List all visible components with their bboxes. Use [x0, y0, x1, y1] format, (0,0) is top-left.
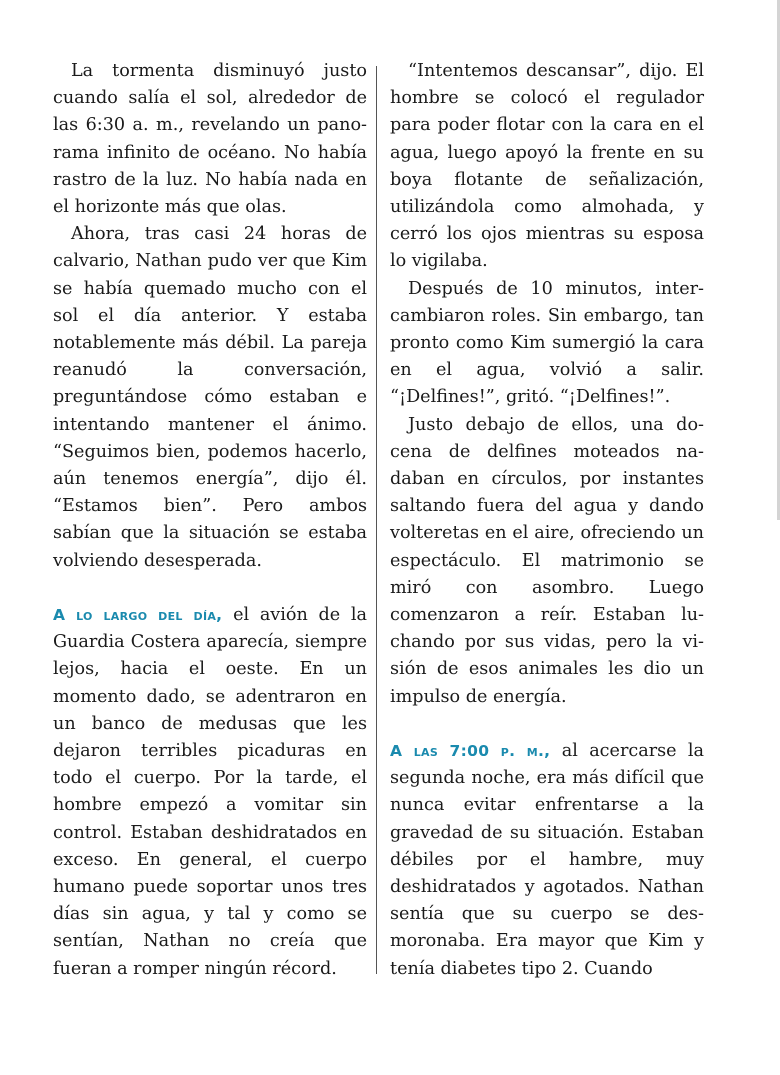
column-divider — [376, 66, 377, 974]
paragraph: Justo debajo de ellos, una docena de delfines moteados nadaban en círculos, por instantes saltando fuera del agua y dando volteretas en el aire, ofreciendo un espectáculo. El matrimonio se miró con asombro. Luego comenzaron a reír. Estaban luchando por sus vidas, pero la visión de esos animales les dio un impulso de energía. — [390, 414, 704, 707]
paragraph: “Intentemos descansar”, dijo. El hombre se colocó el regulador para poder flotar con la cara en el agua, luego apoyó la frente en su boya flotante de señalización, utilizándola como almohada, y cerró los ojos mientras su esposa lo vigilaba. — [390, 61, 704, 272]
paragraph: La tormenta disminuyó justo cuando salía el sol, alrededor de las 6:30 a. m., revelando un panorama infinito de océano. No había rastro de la luz. No había nada en el horizonte más que olas. — [53, 61, 367, 218]
section-lead-in: A las 7:00 p. m., — [390, 742, 551, 761]
left-column — [53, 58, 367, 983]
paragraph-text: el avión de la Guardia Costera aparecía, siempre lejos, hacia el oeste. En un momento dado, se adentraron en un banco de medusas que les dejaron terribles picaduras en todo el cuerpo. Por la tarde, el hombre empezó a vomitar sin control. Estaban deshidratados en exceso. En general, el cuerpo humano puede soportar unos tres días sin agua, y tal y como se sentían, Nathan no creía que fueran a romper ningún récord. — [53, 605, 368, 979]
section-paragraph — [390, 738, 704, 983]
paragraph: Ahora, tras casi 24 horas de calvario, Nathan pudo ver que Kim se había quemado mucho con el sol el día anterior. Y estaba notablemente más débil. La pareja reanudó la conversación, preguntándose cómo estaban e intentando mantener el ánimo. “Seguimos bien, podemos hacerlo, aún tenemos energía”, dijo él. “Estamos bien”. Pero ambos sabían que la situación se estaba volviendo desesperada. — [53, 224, 367, 571]
paragraph: Después de 10 minutos, intercambiaron roles. Sin embargo, tan pronto como Kim sumergió la cara en el agua, volvió a salir. “¡Delfines!”, gritó. “¡Delfines!”. — [390, 278, 704, 408]
section-lead-in: A lo largo del día, — [53, 606, 223, 625]
right-column — [390, 58, 704, 983]
paragraph-text: al acercarse la segunda noche, era más difícil que nunca evitar enfrentarse a la gravedad de su situación. Estaban débiles por el hambre, muy deshidratados y agotados. Nathan sentía que su cuerpo se desmoronaba. Era mayor que Kim y tenía diabetes tipo 2. Cuando — [390, 741, 705, 979]
section-paragraph — [53, 602, 367, 983]
